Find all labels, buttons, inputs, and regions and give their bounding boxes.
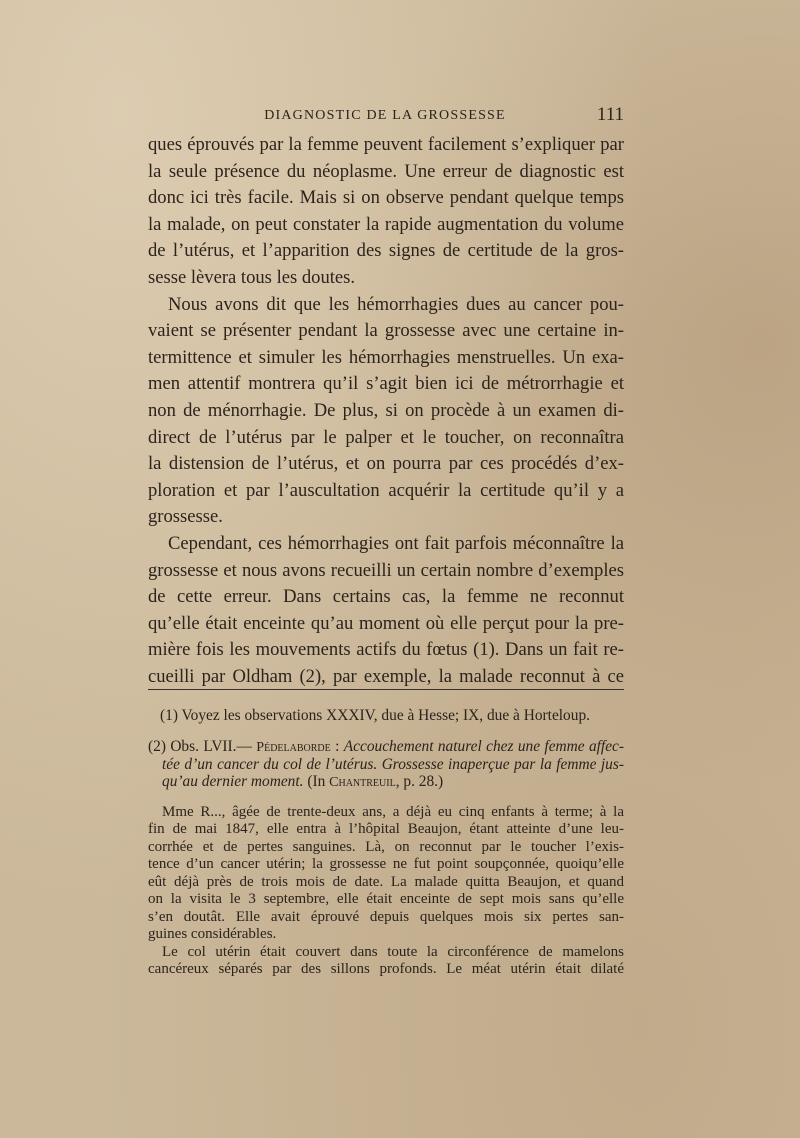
- footnote-2-ref: (In: [303, 773, 330, 790]
- text-line: la malade, on peut constater la rapide augmentation du volume: [148, 213, 624, 235]
- page-number: 111: [596, 104, 624, 125]
- footnote-2-line: [148, 756, 624, 774]
- text-line: men attentif montrera qu’il s’agit bien ici de métrorrhagie et: [148, 373, 624, 395]
- text-line: Cependant, ces hémorrhagies ont fait parfois méconnaître la: [168, 532, 624, 554]
- footnote-2-line: [148, 738, 624, 756]
- text-line: de cette erreur. Dans certains cas, la femme ne reconnut: [148, 586, 624, 608]
- footnote-2-title: Accouchement naturel chez une femme affec-: [343, 738, 624, 755]
- text-line: cueilli par Oldham (2), par exemple, la malade reconnut à ce: [148, 665, 624, 687]
- text-line: Nous avons dit que les hémorrhagies dues au cancer pou-: [168, 293, 624, 315]
- text-line: vaient se présenter pendant la grossesse avec une certaine in-: [148, 320, 624, 342]
- text-line: la distension de l’utérus, et on pourra par ces procédés d’ex-: [148, 453, 624, 475]
- text-line: sesse lèvera tous les doutes.: [148, 266, 356, 288]
- footnote-2-line: [148, 773, 624, 791]
- observation-line: s’en doutât. Elle avait éprouvé depuis quelques mois six pertes san-: [148, 908, 624, 925]
- observation-text: [148, 804, 624, 979]
- observation-line: tence d’un cancer utérin; la grossesse ne fut point soupçonnée, quoiqu’elle: [148, 856, 624, 872]
- observation-line: fin de mai 1847, elle entra à l’hôpital Beaujon, étant atteinte d’une leu-: [148, 821, 624, 837]
- observation-line: Le col utérin était couvert dans toute la circonférence de mamelons: [162, 943, 624, 960]
- text-line: ploration et par l’auscultation acquérir la certitude qu’il y a: [148, 479, 624, 501]
- observation-line: Mme R..., âgée de trente-deux ans, a déjà eu cinq enfants à terme; à la: [162, 803, 624, 820]
- text-line: mière fois les mouvements actifs du fœtus (1). Dans un fait re-: [148, 639, 624, 661]
- running-title: DIAGNOSTIC DE LA GROSSESSE: [264, 108, 506, 123]
- footnote-2-author: Pédelaborde: [256, 740, 331, 755]
- text-line: non de ménorrhagie. De plus, si on procède à un examen di-: [148, 399, 624, 421]
- observation-line: cancéreux séparés par des sillons profonds. Le méat utérin était dilaté: [148, 961, 624, 977]
- footnote-2-sep: :: [330, 738, 344, 755]
- footnote-2-title: qu’au dernier moment.: [162, 773, 304, 790]
- footnote-2-ref: , p. 28.): [395, 773, 444, 790]
- text-line: donc ici très facile. Mais si on observe pendant quelque temps: [148, 187, 624, 209]
- text-line: grossesse et nous avons recueilli un certain nombre d’exemples: [148, 559, 624, 581]
- text-line: ques éprouvés par la femme peuvent facilement s’expliquer par: [148, 134, 624, 155]
- observation-line: on la visita le 3 septembre, elle était enceinte de sept mois sans qu’elle: [148, 891, 624, 907]
- footnotes: [148, 704, 624, 979]
- footnote-2-title: tée d’un cancer du col de l’utérus. Grossesse inaperçue par la femme jus-: [162, 755, 624, 773]
- text-line: qu’elle était enceinte qu’au moment où elle perçut pour la pre-: [148, 612, 624, 634]
- footnote-2-ref-author: Chantreuil: [329, 775, 396, 790]
- text-line: la seule présence du néoplasme. Une erreur de diagnostic est: [148, 160, 624, 182]
- footnote-rule: [148, 689, 624, 690]
- text-line: termittence et simuler les hémorrhagies menstruelles. Un exa-: [148, 346, 624, 368]
- footnote-1: (1) Voyez les observations XXXIV, due à Hesse; IX, due à Horteloup.: [160, 707, 590, 724]
- text-line: direct de l’utérus par le palper et le toucher, on reconnaîtra: [148, 426, 624, 448]
- observation-line: corrhée et de pertes sanguines. Là, on reconnut par le toucher l’exis-: [148, 838, 624, 855]
- observation-line: eût déjà près de trois mois de date. La malade quitta Beaujon, et quand: [148, 873, 624, 890]
- footnote-2-prefix: (2) Obs. LVII.—: [148, 738, 257, 755]
- text-line: de l’utérus, et l’apparition des signes de certitude de la gros-: [148, 240, 624, 262]
- main-text: [148, 132, 624, 690]
- text-line: grossesse.: [148, 506, 223, 528]
- footnote-2: [148, 738, 624, 791]
- running-header: [146, 104, 624, 128]
- observation-line: guines considérables.: [148, 926, 277, 942]
